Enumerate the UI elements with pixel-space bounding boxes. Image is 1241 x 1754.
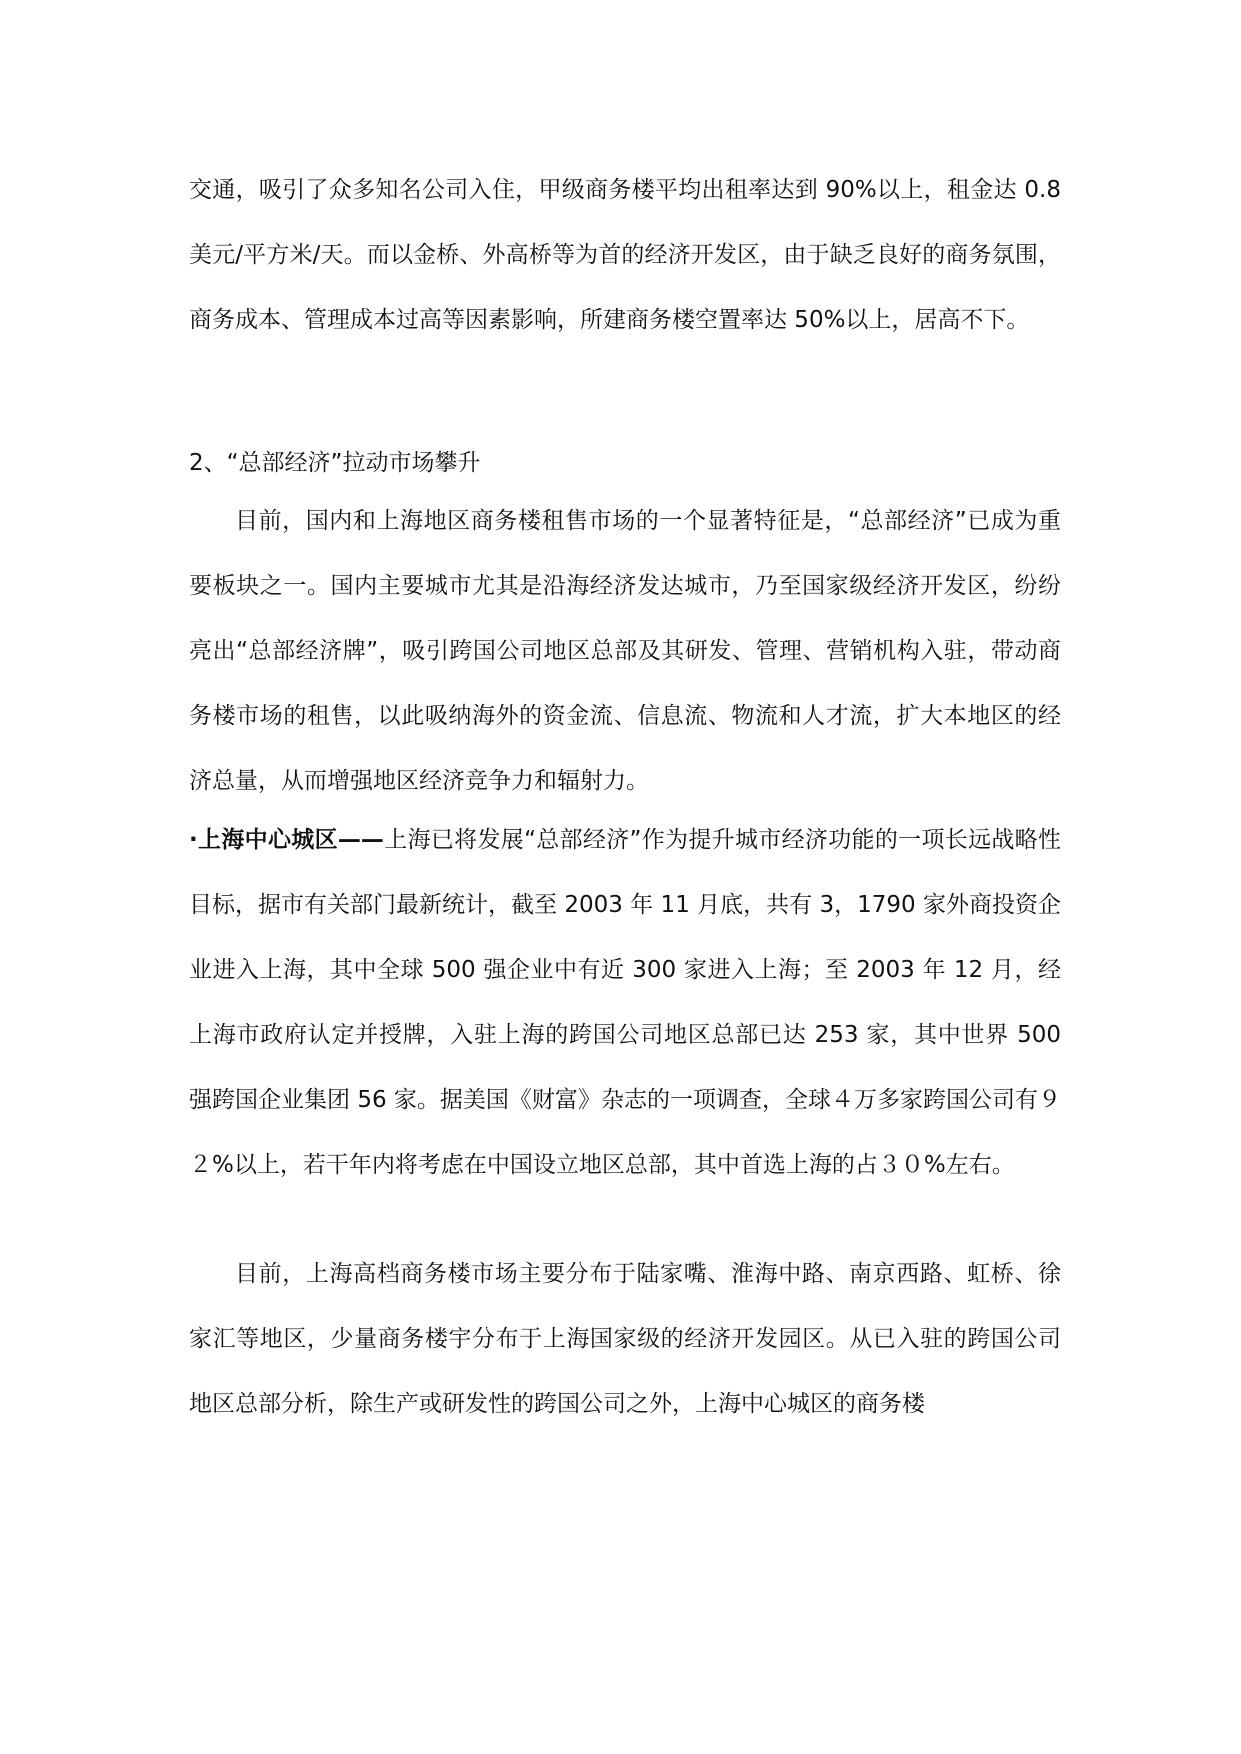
section-heading-hq-economy: 2、“总部经济”拉动市场攀升 [189,450,481,476]
paragraph-lead-label: ·上海中心城区—— [189,827,384,853]
paragraph-shanghai-center [189,808,1061,1198]
paragraph-office-occupancy: 交通，吸引了众多知名公司入住，甲级商务楼平均出租率达到 90%以上，租金达 0.8 美元/平方米/天。而以金桥、外高桥等为首的经济开发区，由于缺乏良好的商务氛围，商务成本、管理成本过高等因素影响，所建商务楼空置率达 50%以上，居高不下。 [189,177,1061,333]
paragraph-hq-economy-intro: 目前，国内和上海地区商务楼租售市场的一个显著特征是，“总部经济”已成为重要板块之一。国内主要城市尤其是沿海经济发达城市，乃至国家级经济开发区，纷纷亮出“总部经济牌”，吸引跨国公司地区总部及其研发、管理、营销机构入驻，带动商务楼市场的租售，以此吸纳海外的资金流、信息流、物流和人才流，扩大本地区的经济总量，从而增强地区经济竞争力和辐射力。 [189,508,1061,794]
paragraph-office-distribution: 目前，上海高档商务楼市场主要分布于陆家嘴、淮海中路、南京西路、虹桥、徐家汇等地区，少量商务楼宇分布于上海国家级的经济开发园区。从已入驻的跨国公司地区总部分析，除生产或研发性的跨国公司之外，上海中心城区的商务楼 [189,1261,1061,1417]
paragraph-body-text: 上海已将发展“总部经济”作为提升城市经济功能的一项长远战略性目标，据市有关部门最新统计，截至 2003 年 11 月底，共有 3，1790 家外商投资企业进入上海，其中全球 500 强企业中有近 300 家进入上海；至 2003 年 12 月，经上海市政府认定并授牌，入驻上海的跨国公司地区总部已达 253 家，其中世界 500 强跨国企业集团 56 家。据美国《财富》杂志的一项调查，全球４万多家跨国公司有９２%以上，若干年内将考虑在中国设立地区总部，其中首选上海的占３０%左右。 [189,827,1061,1178]
